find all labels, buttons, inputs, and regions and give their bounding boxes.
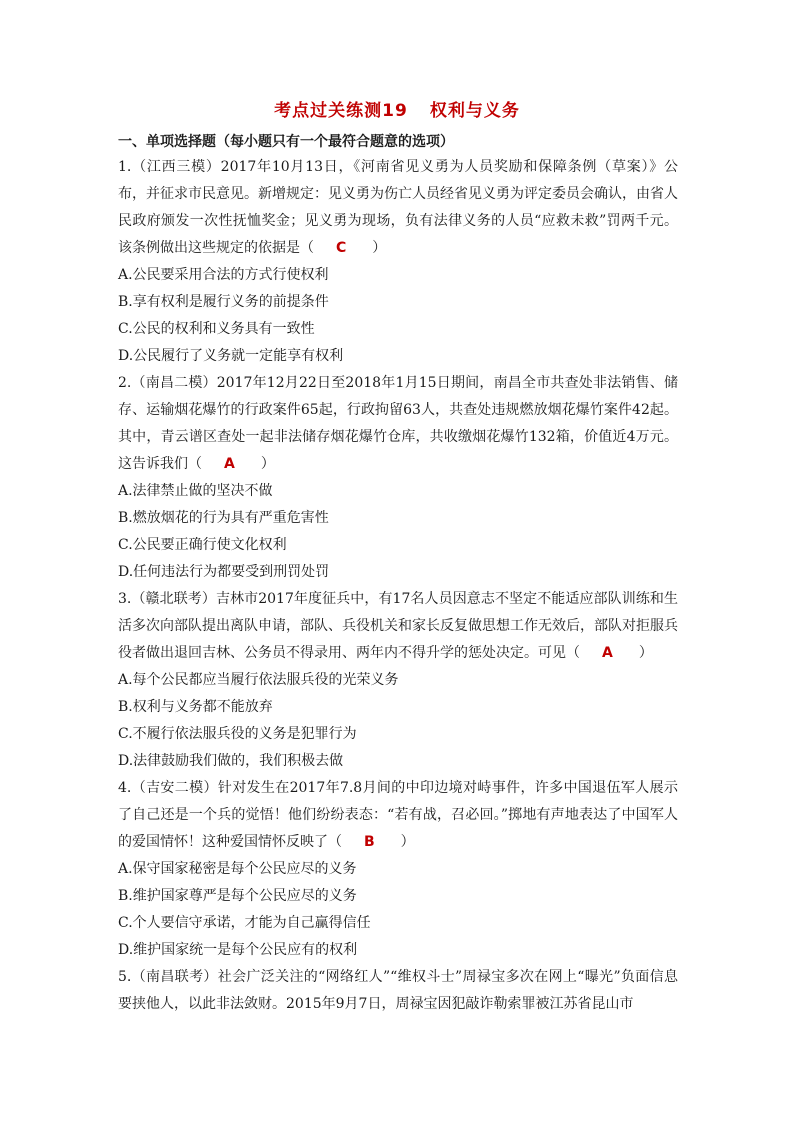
option-c: C.公民的权利和义务具有一致性: [118, 321, 315, 337]
question-stem: [118, 154, 678, 262]
option-c: C.不履行依法服兵役的义务是犯罪行为: [118, 726, 357, 742]
question-text: 3.（赣北联考）吉林市2017年度征兵中，有17名人员因意志不坚定不能适应部队训练和生活多次向部队提出离队申请，部队、兵役机关和家长反复做思想工作无效后，部队对拒服兵役者做出退回吉林、公务员不得录用、两年内不得升学的惩处决定。可见（: [118, 591, 678, 661]
option-a: A.每个公民都应当履行依法服兵役的光荣义务: [118, 672, 399, 688]
question-text: 1.（江西三模）2017年10月13日，《河南省见义勇为人员奖励和保障条例（草案）》公布，并征求市民意见。新增规定：见义勇为伤亡人员经省见义勇为评定委员会确认，由省人民政府颁发一次性抚恤奖金；见义勇为现场，负有法律义务的人员“应救未救”罚两千元。该条例做出这些规定的依据是（: [118, 159, 678, 256]
question-text: 2.（南昌二模）2017年12月22日至2018年1月15日期间，南昌全市共查处非法销售、储存、运输烟花爆竹的行政案件65起，行政拘留63人，共查处违规燃放烟花爆竹案件42起。其中，青云谱区查处一起非法储存烟花爆竹仓库，共收缴烟花爆竹132箱，价值近4万元。这告诉我们（: [118, 375, 678, 472]
answer-mark: C: [336, 240, 347, 256]
option-c: C.个人要信守承诺，才能为自己赢得信任: [118, 915, 371, 931]
question-4: [118, 775, 678, 964]
option-d: D.维护国家统一是每个公民应有的权利: [118, 942, 358, 958]
question-5: [118, 964, 678, 1018]
question-stem: [118, 370, 678, 478]
page-title-topic: 权利与义务: [429, 101, 520, 121]
content-body: [118, 130, 678, 1018]
question-stem: [118, 586, 678, 667]
answer-mark: B: [364, 834, 375, 850]
question-close: ）: [372, 240, 387, 256]
question-text: 4.（吉安二模）针对发生在2017年7.8月间的中印边境对峙事件，许多中国退伍军人展示了自己还是一个兵的觉悟！他们纷纷表态：“若有战，召必回。”掷地有声地表达了中国军人的爱国情怀！这种爱国情怀反映了（: [118, 780, 678, 850]
question-2: [118, 370, 678, 586]
question-1: [118, 154, 678, 370]
option-c: C.公民要正确行使文化权利: [118, 537, 287, 553]
answer-mark: A: [602, 645, 613, 661]
option-a: A.法律禁止做的坚决不做: [118, 483, 273, 499]
option-a: A.保守国家秘密是每个公民应尽的义务: [118, 861, 357, 877]
option-b: B.权利与义务都不能放弃: [118, 699, 273, 715]
question-stem: [118, 964, 678, 1018]
option-d: D.任何违法行为都要受到刑罚处罚: [118, 564, 330, 580]
question-close: ）: [638, 645, 653, 661]
question-close: ）: [400, 834, 415, 850]
option-d: D.公民履行了义务就一定能享有权利: [118, 348, 344, 364]
page-title-number: 考点过关练测19: [274, 101, 408, 121]
question-3: [118, 586, 678, 775]
option-b: B.燃放烟花的行为具有严重危害性: [118, 510, 329, 526]
option-d: D.法律鼓励我们做的，我们积极去做: [118, 753, 344, 769]
question-text: 5.（南昌联考）社会广泛关注的“网络红人”“维权斗士”周禄宝多次在网上“曝光”负面信息要挟他人，以此非法敛财。2015年9月7日，周禄宝因犯敲诈勒索罪被江苏省昆山市: [118, 969, 678, 1012]
section-heading: 一、单项选择题（每小题只有一个最符合题意的选项）: [118, 134, 454, 150]
option-a: A.公民要采用合法的方式行使权利: [118, 267, 329, 283]
option-b: B.维护国家尊严是每个公民应尽的义务: [118, 888, 357, 904]
question-close: ）: [260, 456, 275, 472]
question-stem: [118, 775, 678, 856]
answer-mark: A: [224, 456, 235, 472]
option-b: B.享有权利是履行义务的前提条件: [118, 294, 329, 310]
page-title: [0, 96, 794, 121]
